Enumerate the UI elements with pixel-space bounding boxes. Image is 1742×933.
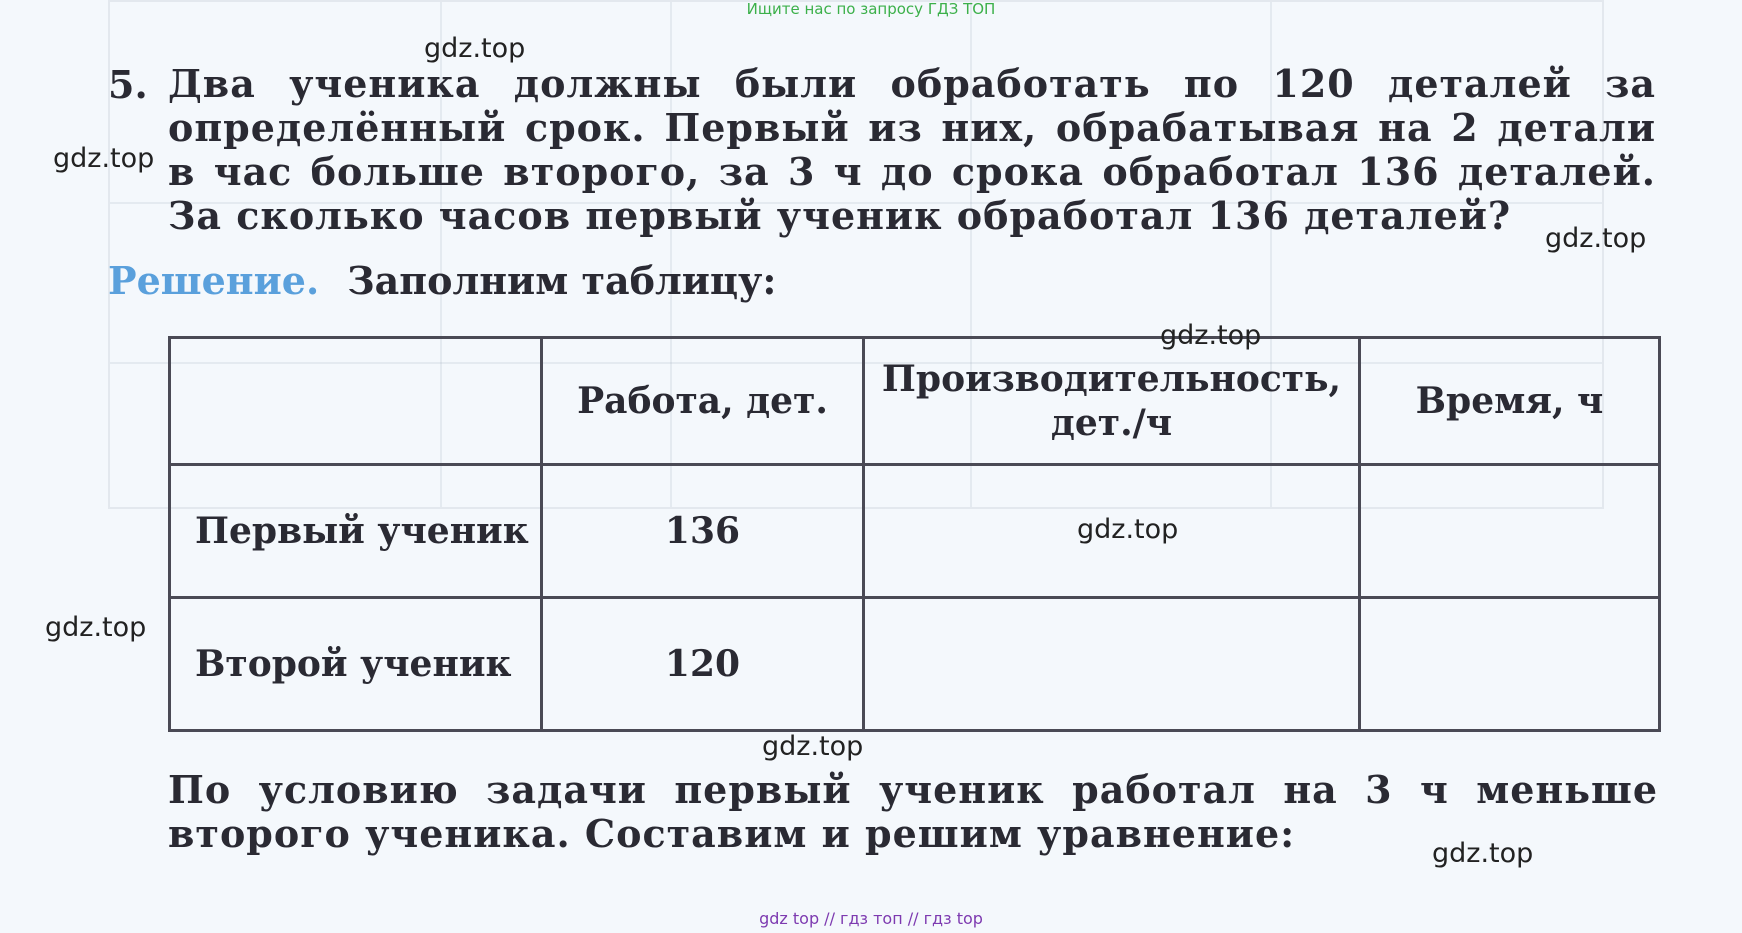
header-work: Работа, дет. [542,338,864,465]
watermark: gdz.top [1077,514,1179,545]
solution-heading [108,258,776,303]
watermark: gdz.top [53,143,155,174]
cell-work-first: 136 [542,465,864,598]
bottom-banner[interactable]: gdz top // гдз топ // гдз top [759,909,983,928]
watermark: gdz.top [424,33,526,64]
work-table [168,336,1661,732]
top-banner[interactable]: Ищите нас по запросу ГДЗ ТОП [746,0,996,18]
watermark: gdz.top [762,731,864,762]
conclusion-text: По условию задачи первый ученик работал на 3 ч меньше второго ученика. Составим и решим уравнение: [168,767,1658,856]
row-label-second: Второй ученик [170,598,542,731]
watermark: gdz.top [1160,320,1262,351]
cell-work-second: 120 [542,598,864,731]
header-rate: Производительность, дет./ч [864,338,1360,465]
row-label-first: Первый ученик [170,465,542,598]
watermark: gdz.top [1545,223,1647,254]
problem-number: 5. [108,62,148,107]
cell-time-second [1360,598,1660,731]
problem-statement [108,62,1658,238]
solution-text: Заполним таблицу: [347,258,777,303]
solution-label: Решение. [108,258,320,303]
watermark: gdz.top [45,612,147,643]
problem-text: Два ученика должны были обработать по 120 деталей за определённый срок. Первый из них, обрабатывая на 2 детали в час больше второго, за 3 ч до срока обработал 136 деталей. За сколько часов первый ученик обработал 136 деталей? [168,61,1656,238]
table-header-row [170,338,1660,465]
table-row [170,598,1660,731]
watermark: gdz.top [1432,838,1534,869]
header-empty [170,338,542,465]
cell-rate-second [864,598,1360,731]
table-row [170,465,1660,598]
header-time: Время, ч [1360,338,1660,465]
cell-time-first [1360,465,1660,598]
